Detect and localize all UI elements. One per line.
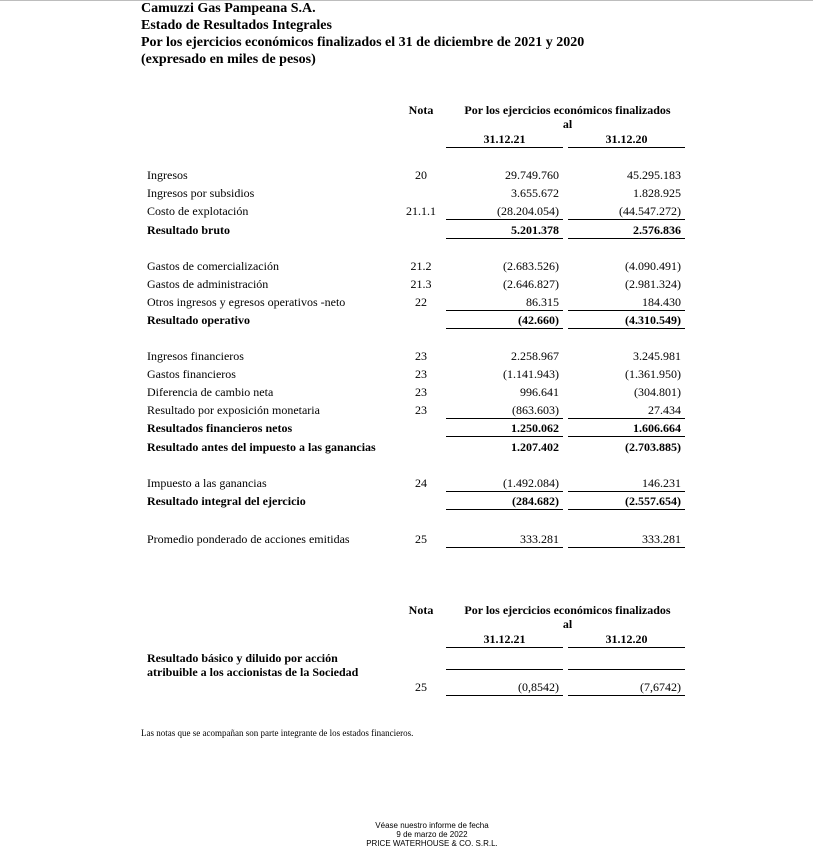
- row-value-2020: 1.828.925: [633, 186, 681, 200]
- nota-column-header: Nota: [408, 603, 434, 617]
- row-value-2021: (28.204.054): [497, 204, 559, 218]
- auditor-line2: 9 de marzo de 2022: [396, 830, 468, 839]
- row-value-2020: 184.430: [642, 295, 681, 309]
- row-value-2021: (284.682): [512, 494, 559, 508]
- total-line: [446, 547, 563, 548]
- row-value-2021: 29.749.760: [505, 168, 559, 182]
- row-value-2021: (42.660): [518, 313, 559, 327]
- row-label-gastos-financieros: Gastos financieros: [147, 367, 236, 381]
- row-value-2021: 2.258.967: [511, 349, 559, 363]
- row-value-2020: (4.090.491): [625, 259, 681, 273]
- row-label-promedio-acciones: Promedio ponderado de acciones emitidas: [147, 532, 350, 546]
- row-value-2020: 3.245.981: [633, 349, 681, 363]
- nota-column-header: Nota: [408, 103, 434, 117]
- column-header-underline: [568, 647, 685, 648]
- eps-note: 25: [415, 680, 427, 694]
- row-note: 21.1.1: [406, 204, 436, 218]
- row-value-2020: 1.606.664: [633, 421, 681, 435]
- row-label-exposicion-monetaria: Resultado por exposición monetaria: [147, 403, 320, 417]
- row-note: 22: [415, 295, 427, 309]
- row-value-2020: 333.281: [642, 532, 681, 546]
- row-value-2020: (304.801): [634, 385, 681, 399]
- row-value-2021: 3.655.672: [511, 186, 559, 200]
- row-label-gastos-administracion: Gastos de administración: [147, 277, 269, 291]
- subtotal-line: [568, 491, 685, 492]
- column-header-2021: 31.12.21: [483, 132, 526, 146]
- total-line: [568, 695, 685, 696]
- row-value-2021: 86.315: [526, 295, 559, 309]
- row-value-2021: (1.492.084): [503, 476, 559, 490]
- total-line: [568, 328, 685, 329]
- period-header-line2: al: [562, 617, 573, 631]
- auditor-line3: PRICE WATERHOUSE & CO. S.R.L.: [366, 839, 498, 848]
- eps-label-line1: Resultado básico y diluido por acción: [147, 651, 338, 665]
- row-label-diferencia-cambio: Diferencia de cambio neta: [147, 385, 274, 399]
- total-line: [446, 695, 563, 696]
- row-label-costo-explotacion: Costo de explotación: [147, 204, 249, 218]
- total-line: [568, 509, 685, 510]
- total-line: [446, 328, 563, 329]
- page-top-border: [0, 0, 813, 1]
- subtotal-line: [568, 418, 685, 419]
- subtotal-line: [446, 418, 563, 419]
- row-label-ingresos-subsidios: Ingresos por subsidios: [147, 186, 255, 200]
- row-value-2020: (44.547.272): [619, 204, 681, 218]
- row-value-2020: (1.361.950): [625, 367, 681, 381]
- row-value-2021: (2.646.827): [503, 277, 559, 291]
- row-note: 25: [415, 532, 427, 546]
- row-label-resultado-bruto: Resultado bruto: [147, 223, 231, 237]
- period-header-line1: Por los ejercicios económicos finalizados: [464, 103, 671, 117]
- total-line: [568, 547, 685, 548]
- row-value-2021: 996.641: [520, 385, 559, 399]
- subtotal-line: [446, 436, 563, 437]
- statement-period: Por los ejercicios económicos finalizados el 31 de diciembre de 2021 y 2020: [141, 35, 585, 50]
- row-value-2021: 5.201.378: [511, 223, 559, 237]
- subtotal-line: [568, 436, 685, 437]
- row-value-2021: (863.603): [512, 403, 559, 417]
- column-header-underline: [568, 147, 685, 148]
- row-note: 23: [415, 403, 427, 417]
- total-line: [446, 509, 563, 510]
- statement-units: (expresado en miles de pesos): [141, 52, 316, 67]
- statement-title: Estado de Resultados Integrales: [141, 18, 332, 33]
- row-note: 21.2: [410, 259, 432, 273]
- row-note: 23: [415, 367, 427, 381]
- period-header-line2: al: [562, 117, 573, 131]
- row-label-gastos-comercializacion: Gastos de comercialización: [147, 259, 279, 273]
- row-value-2021: 1.207.402: [511, 440, 559, 454]
- column-header-2020: 31.12.20: [605, 632, 648, 646]
- row-value-2020: 2.576.836: [633, 223, 681, 237]
- column-header-underline: [446, 647, 563, 648]
- subtotal-line: [446, 669, 563, 670]
- row-value-2020: (4.310.549): [625, 313, 681, 327]
- eps-value-2020: (7,6742): [640, 680, 681, 694]
- company-name: Camuzzi Gas Pampeana S.A.: [141, 1, 316, 16]
- eps-value-2021: (0,8542): [518, 680, 559, 694]
- subtotal-line: [568, 310, 685, 311]
- row-value-2020: (2.981.324): [625, 277, 681, 291]
- eps-label-line2: atribuible a los accionistas de la Sociedad: [147, 665, 359, 679]
- column-header-2020: 31.12.20: [605, 132, 648, 146]
- row-value-2021: (2.683.526): [503, 259, 559, 273]
- subtotal-line: [568, 669, 685, 670]
- row-value-2021: 1.250.062: [511, 421, 559, 435]
- subtotal-line: [446, 219, 563, 220]
- subtotal-line: [568, 219, 685, 220]
- row-label-otros-ingresos-egresos: Otros ingresos y egresos operativos -neto: [147, 295, 346, 309]
- row-label-resultado-antes-impuesto: Resultado antes del impuesto a las ganancias: [147, 440, 376, 454]
- row-note: 24: [415, 476, 427, 490]
- total-line: [568, 238, 685, 239]
- auditor-line1: Véase nuestro informe de fecha: [375, 821, 489, 830]
- row-value-2020: 27.434: [648, 403, 681, 417]
- column-header-2021: 31.12.21: [483, 632, 526, 646]
- column-header-underline: [446, 147, 563, 148]
- row-label-ingresos-financieros: Ingresos financieros: [147, 349, 244, 363]
- subtotal-line: [446, 491, 563, 492]
- row-value-2020: 45.295.183: [627, 168, 681, 182]
- row-label-ingresos: Ingresos: [147, 168, 188, 182]
- row-note: 23: [415, 349, 427, 363]
- row-value-2020: (2.557.654): [625, 494, 681, 508]
- total-line: [446, 238, 563, 239]
- footnote: Las notas que se acompañan son parte integrante de los estados financieros.: [141, 728, 414, 738]
- row-note: 23: [415, 385, 427, 399]
- subtotal-line: [446, 310, 563, 311]
- row-label-resultado-integral: Resultado integral del ejercicio: [147, 494, 306, 508]
- row-value-2020: 146.231: [642, 476, 681, 490]
- row-note: 21.3: [410, 277, 432, 291]
- row-label-resultado-operativo: Resultado operativo: [147, 313, 250, 327]
- row-label-impuesto-ganancias: Impuesto a las ganancias: [147, 476, 267, 490]
- row-note: 20: [415, 168, 427, 182]
- row-value-2021: (1.141.943): [503, 367, 559, 381]
- row-value-2021: 333.281: [520, 532, 559, 546]
- row-label-resultados-financieros-netos: Resultados financieros netos: [147, 421, 293, 435]
- period-header-line1: Por los ejercicios económicos finalizados: [464, 603, 671, 617]
- row-value-2020: (2.703.885): [625, 440, 681, 454]
